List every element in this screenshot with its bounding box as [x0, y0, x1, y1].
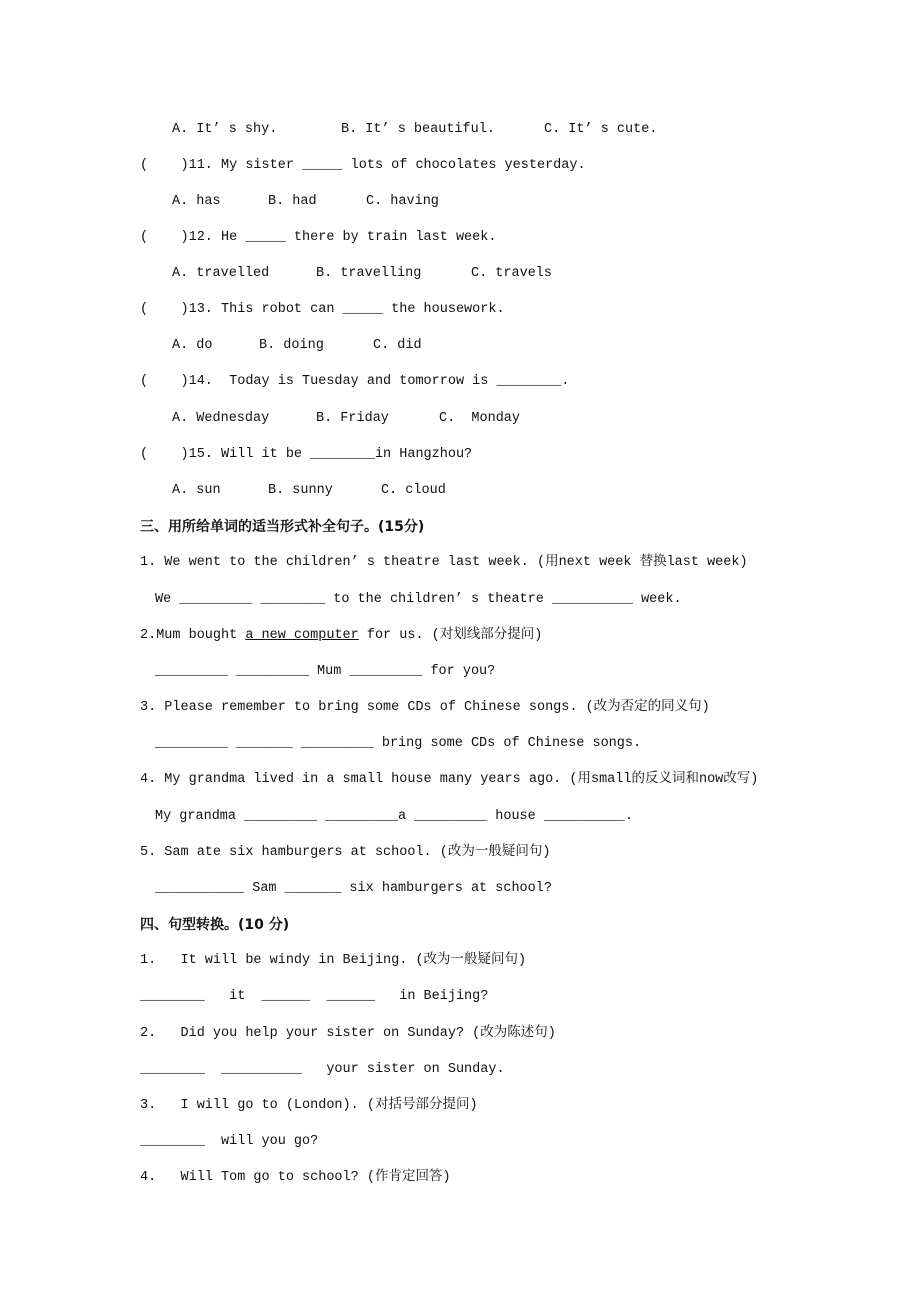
question-line: [140, 157, 586, 175]
item-prompt: 4. My grandma lived in a small house many years ago. (用small的反义词和now改写): [140, 772, 759, 787]
item-answer: _________ _________ Mum _________ for you?: [155, 664, 496, 679]
prompt-text: for us. (对划线部分提问): [358, 628, 543, 643]
prompt-text: 2.Mum bought: [140, 628, 246, 643]
underlined-phrase: a new computer: [245, 628, 359, 643]
option-b: B. Friday: [316, 411, 389, 426]
item-prompt: 2. Did you help your sister on Sunday? (改为陈述句): [140, 1026, 556, 1041]
question-text: 15. Will it be ________in Hangzhou?: [188, 447, 473, 462]
section-heading: 四、句型转换。(10 分): [140, 917, 290, 933]
question-text: 12. He _____ there by train last week.: [188, 230, 497, 245]
option-a: A. has: [172, 194, 221, 209]
option-c: C. cloud: [381, 483, 446, 498]
item-answer: ___________ Sam _______ six hamburgers at school?: [155, 881, 552, 896]
option-b: B. doing: [259, 338, 324, 353]
item-answer: My grandma _________ _________a _________ house __________.: [155, 809, 633, 824]
answer-paren: ( ): [140, 302, 189, 317]
item-prompt: 4. Will Tom go to school? (作肯定回答): [140, 1170, 451, 1185]
option-b: B. travelling: [316, 266, 422, 281]
option-a: A. sun: [172, 483, 221, 498]
answer-paren: ( ): [140, 374, 189, 389]
question-line: [140, 301, 505, 319]
option-c: C. having: [366, 194, 439, 209]
item-prompt: 1. It will be windy in Beijing. (改为一般疑问句): [140, 953, 527, 968]
item-answer: ________ will you go?: [140, 1134, 319, 1149]
item-answer: ________ it ______ ______ in Beijing?: [140, 989, 489, 1004]
option-b: B. had: [268, 194, 317, 209]
question-text: 11. My sister _____ lots of chocolates yesterday.: [188, 158, 586, 173]
answer-paren: ( ): [140, 158, 189, 173]
item-prompt: 3. I will go to (London). (对括号部分提问): [140, 1098, 478, 1113]
item-answer: _________ _______ _________ bring some CDs of Chinese songs.: [155, 736, 642, 751]
question-text: 14. Today is Tuesday and tomorrow is ________.: [188, 374, 570, 389]
question-line: [140, 229, 496, 247]
item-prompt: [140, 627, 542, 645]
item-answer: We _________ ________ to the children’ s theatre __________ week.: [155, 592, 682, 607]
option-a: A. Wednesday: [172, 411, 270, 426]
answer-paren: ( ): [140, 447, 189, 462]
option-c: C. Monday: [439, 411, 521, 426]
section-heading: 三、用所给单词的适当形式补全句子。(15分): [140, 519, 425, 535]
question-line: [140, 446, 472, 464]
option-b: B. It’ s beautiful.: [341, 122, 495, 137]
item-prompt: 5. Sam ate six hamburgers at school. (改为一般疑问句): [140, 845, 551, 860]
item-prompt: 1. We went to the children’ s theatre last week. (用next week 替换last week): [140, 555, 748, 570]
option-c: C. It’ s cute.: [544, 122, 658, 137]
item-prompt: 3. Please remember to bring some CDs of Chinese songs. (改为否定的同义句): [140, 700, 710, 715]
option-a: A. do: [172, 338, 213, 353]
item-answer: ________ __________ your sister on Sunday.: [140, 1062, 505, 1077]
question-text: 13. This robot can _____ the housework.: [188, 302, 505, 317]
answer-paren: ( ): [140, 230, 189, 245]
option-a: A. It’ s shy.: [172, 122, 278, 137]
option-c: C. did: [373, 338, 422, 353]
option-b: B. sunny: [268, 483, 333, 498]
option-c: C. travels: [471, 266, 553, 281]
question-line: [140, 373, 569, 391]
option-a: A. travelled: [172, 266, 270, 281]
